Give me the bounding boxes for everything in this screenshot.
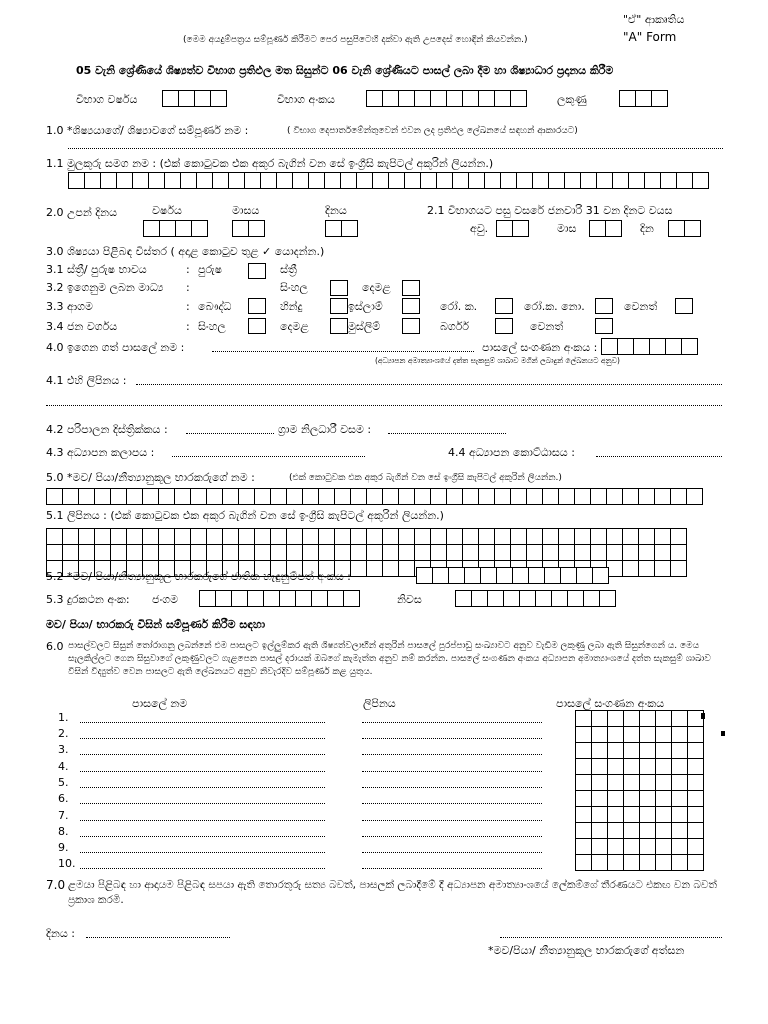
phone-mobile-boxes[interactable] <box>199 590 359 607</box>
choice-address-7[interactable] <box>362 820 542 821</box>
choice-address-2[interactable] <box>362 738 542 739</box>
choice-address-9[interactable] <box>362 852 542 853</box>
religion-rc-checkbox[interactable] <box>495 298 513 314</box>
zone-label: 4.3 අධ්‍යාපන කලාපය : <box>46 446 155 459</box>
form-code-si: "ඒ" ආකෘතිය <box>623 13 685 26</box>
choice-num-2: 2. <box>58 727 69 740</box>
full-name-label: 1.0 *ශිෂ්‍යයාගේ/ ශිෂ්‍යාවගේ සම්පූර්ණ නම : <box>46 124 249 137</box>
choice-address-3[interactable] <box>362 754 542 755</box>
dob-month-label: මාසය <box>232 204 260 217</box>
religion-hindu-label: හින්දු <box>280 300 303 313</box>
religion-nonrc-checkbox[interactable] <box>595 298 613 314</box>
medium-sinhala-label: සිංහල <box>280 281 308 294</box>
col-school-name: පාසලේ නම <box>132 697 188 710</box>
religion-other-label: වෙනත් <box>624 300 658 313</box>
religion-other-checkbox[interactable] <box>675 298 693 314</box>
choice-num-6: 6. <box>58 792 69 805</box>
gender-colon: : <box>186 263 190 276</box>
race-tamil-label: දෙමළ <box>280 320 309 333</box>
religion-label: 3.3 ආගම <box>46 300 93 313</box>
choice-num-1: 1. <box>58 711 69 724</box>
student-details-label: 3.0 ශිෂ්‍යයා පිළිබඳ විස්තර ( අදාළ කොටුව තුළ ✓ යොදන්න.) <box>46 245 325 258</box>
choice-address-4[interactable] <box>362 771 542 772</box>
religion-buddhist-checkbox[interactable] <box>248 298 266 314</box>
choice-school-3[interactable] <box>80 754 325 755</box>
race-burgher-label: බර්ගර් <box>440 320 470 333</box>
initials-name-label: 1.1 මුලකුරු සමග නම : (එක් කොටුවක එක අකුර බැගින් වන සේ ඉංග්‍රීසි කැපිටල් අකුරින් ලියන්න.) <box>46 157 494 170</box>
religion-islam-checkbox[interactable] <box>402 298 420 314</box>
bullet-mark <box>701 713 705 719</box>
date-label: දිනය : <box>46 927 75 940</box>
choice-num-4: 4. <box>58 760 69 773</box>
choice-school-4[interactable] <box>80 771 325 772</box>
religion-rc-label: රෝ. ක. <box>440 300 478 313</box>
district-label: 4.2 පරිපාලන දිස්ත්‍රික්කය : <box>46 423 168 436</box>
col-school-address: ලිපිනය <box>363 697 396 710</box>
religion-colon: : <box>186 300 190 313</box>
religion-hindu-checkbox[interactable] <box>330 298 348 314</box>
school-address-line-2[interactable] <box>46 405 722 406</box>
phone-home-label: නිවස <box>397 593 422 606</box>
race-other-checkbox[interactable] <box>595 318 613 334</box>
race-tamil-checkbox[interactable] <box>330 318 348 334</box>
school-name-line[interactable] <box>212 351 474 352</box>
race-muslim-label: මුස්ලිම් <box>348 320 381 333</box>
dob-year-boxes[interactable] <box>143 220 207 237</box>
form-instruction: (මෙම අයදුම්පත්‍රය සම්පූර්ණ කිරීමට පෙර පසුපිටෙහි දක්වා ඇති උපදෙස් හොඳින් කියවන්න.) <box>183 35 528 45</box>
race-burgher-checkbox[interactable] <box>495 318 513 334</box>
choice-num-8: 8. <box>58 825 69 838</box>
school-address-line-1[interactable] <box>136 384 722 385</box>
choice-school-1[interactable] <box>80 722 325 723</box>
school-name-label: 4.0 ඉගෙන ගත් පාසලේ නම : <box>46 341 185 354</box>
choice-school-5[interactable] <box>80 787 325 788</box>
parent-nic-boxes[interactable] <box>416 567 608 584</box>
dob-day-boxes[interactable] <box>325 220 357 237</box>
age-days-label: දින <box>640 222 654 235</box>
age-years-label: අවු. <box>470 222 489 235</box>
dob-month-boxes[interactable] <box>232 220 264 237</box>
religion-islam-label: ඉස්ලාම් <box>348 300 383 313</box>
exam-index-label: විභාග අංකය <box>277 93 335 106</box>
phone-home-boxes[interactable] <box>455 590 615 607</box>
choice-school-9[interactable] <box>80 852 325 853</box>
gender-label: 3.1 ස්ත්‍රී/ පුරුෂ භාවය <box>46 263 147 276</box>
signature-label: *මව/පියා/ නීත්‍යානුකූල භාරකරුගේ අත්සන <box>488 944 685 957</box>
phone-label: 5.3 දුරකථන අංක: <box>46 593 130 606</box>
full-name-line[interactable] <box>68 148 723 149</box>
parent-name-label: 5.0 *මව/ පියා/නීත්‍යානුකූල භාරකරුගේ නම : <box>46 471 255 484</box>
phone-mobile-label: ජංගම <box>152 593 179 606</box>
age-years-boxes[interactable] <box>496 220 528 237</box>
s6-instructions: පාසල්වලට සිසුන් තෝරාගනු ලබන්නේ එම පාසලට ඉල්ලුම්කර ඇති ශිෂ්‍යත්වලාභීන් අතුරින් පාසලේ පුරප්පාඩු සංඛ්‍යාවට අනුව වැඩිම ලකුණු ලබා ඇති සිසුන්ගෙන් ය. මෙය සැලකිල්ලට ගෙන සිසුවාගේ ලකුණුවලට ගැළපෙන පාසල් දරායක් ඔබගේ කැමැත්ත අනුව නම් කරන්න. පාසලේ සංගණන අංකය අධ්‍යාපන අමාත්‍යාංශයේ දත්ත සැකසුම් ශාඛාව විසින් විද්‍යුත්ව වෙන පාසලට ඇති ලේඛනයට අනුව නිවැරදිව සම්පූර්ණ කළ යුතුය. <box>68 641 711 677</box>
initials-name-boxes[interactable] <box>68 172 708 189</box>
school-address-label: 4.1 එහි ලිපිනය : <box>46 374 127 387</box>
medium-colon: : <box>186 281 190 294</box>
dob-day-label: දිනය <box>325 204 347 217</box>
choice-num-9: 9. <box>58 841 69 854</box>
gender-female-label: ස්ත්‍රී <box>280 263 297 276</box>
age-months-boxes[interactable] <box>589 220 621 237</box>
religion-buddhist-label: බෞද්ධ <box>198 300 232 313</box>
bullet-mark-outer <box>721 731 725 736</box>
s7-number: 7.0 <box>46 878 66 892</box>
choice-address-10[interactable] <box>362 868 542 869</box>
gender-male-label: පුරුෂ <box>198 263 223 276</box>
full-name-note: ( විභාග දෙපාර්තමේන්තුවෙන් එවන ලද ප්‍රතිඵල ලේඛනයේ සඳහන් ආකාරයට) <box>287 126 578 136</box>
marks-label: ලකුණු <box>557 93 587 106</box>
age-days-boxes[interactable] <box>668 220 700 237</box>
parent-name-boxes[interactable] <box>46 488 702 505</box>
school-census-label: පාසලේ සංගණන අංකය : <box>482 341 598 354</box>
age-months-label: මාස <box>557 222 577 235</box>
exam-index-boxes[interactable] <box>366 90 526 107</box>
gn-division-line[interactable] <box>388 433 506 434</box>
choice-school-8[interactable] <box>80 836 325 837</box>
choice-census-grid[interactable] <box>575 710 704 871</box>
date-line[interactable] <box>86 937 230 938</box>
zone-line[interactable] <box>172 456 365 457</box>
choice-address-6[interactable] <box>362 803 542 804</box>
choice-school-6[interactable] <box>80 803 325 804</box>
district-line[interactable] <box>186 433 274 434</box>
dob-label: 2.0 උපන් දිනය <box>46 206 117 219</box>
parent-address-label: 5.1 ලිපිනය : (එක් කොටුවක එක අකුර බැගින් වන සේ ඉංග්‍රීසි කැපිටල් අකුරින් ලියන්න.) <box>46 509 444 522</box>
choice-num-3: 3. <box>58 743 69 756</box>
choice-address-5[interactable] <box>362 787 542 788</box>
choice-school-2[interactable] <box>80 738 325 739</box>
division-line[interactable] <box>596 456 722 457</box>
parent-name-note: (එක් කොටුවක එක අකුර බැගින් වන සේ ඉංග්‍රීසි කැපිටල් අකුරින් ලියන්න.) <box>289 473 562 483</box>
form-code-en: "A" Form <box>623 30 677 44</box>
choice-school-7[interactable] <box>80 820 325 821</box>
choice-address-8[interactable] <box>362 836 542 837</box>
choice-school-10[interactable] <box>80 868 325 869</box>
exam-year-label: විභාග වර්ෂය <box>76 93 138 106</box>
race-sinhala-label: සිංහල <box>198 320 226 333</box>
division-label: 4.4 අධ්‍යාපන කොට්ඨාසය : <box>448 446 575 459</box>
gender-male-checkbox[interactable] <box>248 263 266 279</box>
choice-num-7: 7. <box>58 809 69 822</box>
dob-year-label: වර්ෂය <box>152 204 182 217</box>
marks-boxes[interactable] <box>619 90 667 107</box>
parent-section-heading: මව/ පියා/ භාරකරු විසින් සම්පූර්ණ කිරීම සඳහා <box>46 618 266 631</box>
exam-year-boxes[interactable] <box>162 90 226 107</box>
medium-tamil-label: දෙමළ <box>362 281 391 294</box>
race-other-label: වෙනත් <box>530 320 564 333</box>
religion-nonrc-label: රෝ.ක. නො. <box>524 300 585 313</box>
race-colon: : <box>186 320 190 333</box>
age-label: 2.1 විභාගයට පසු වසරේ ජනවාරි 31 වන දිනට වයස <box>427 204 673 217</box>
col-census-number: පාසලේ සංගණන අංකය <box>556 697 665 710</box>
race-muslim-checkbox[interactable] <box>402 318 420 334</box>
school-census-boxes[interactable] <box>601 338 697 355</box>
race-sinhala-checkbox[interactable] <box>248 318 266 334</box>
form-title: 05 වැනි ශ්‍රේණියේ ශිෂ්‍යත්ව විභාග ප්‍රතිඵල මත සිසුන්ට 06 වැනි ශ්‍රේණියට පාසල් ලබා දීම හා ශිෂ්‍යාධාර ප්‍රදානය කිරීම <box>76 64 614 77</box>
choice-address-1[interactable] <box>362 722 542 723</box>
school-census-note: (අධ්‍යාපන අමාත්‍යාංශයේ දත්ත සැකසුම් ශාඛාව මගින් ලබාදුන් ලේඛනයට අනුව) <box>375 356 620 365</box>
declaration-text: ළමයා පිළිබඳ හා ආදායම පිළිබඳ සපයා ඇති තොරතුරු සත්‍ය බවත්, පාසලක් ලබාදීමේ දී අධ්‍යාපන අමාත්‍යාංශයේ ලේකම්ගේ තීරණයට එකඟ වන බවත් ප්‍රකාශ කරමි. <box>68 879 717 906</box>
parent-nic-label: 5.2 *මව/ පියා/නීත්‍යානුකූල භාරකරුගේ ජාතික හැඳුනුම්පත් අංකය : <box>46 570 351 583</box>
gn-division-label: ග්‍රාම නිලධාරී වසම : <box>278 423 372 436</box>
medium-sinhala-checkbox[interactable] <box>330 280 348 296</box>
choice-num-5: 5. <box>58 776 69 789</box>
signature-line[interactable] <box>500 937 722 938</box>
medium-label: 3.2 ඉගෙනුම ලබන මාධ්‍ය <box>46 281 164 294</box>
race-label: 3.4 ජන වර්ගය <box>46 320 118 333</box>
choice-num-10: 10. <box>58 857 76 870</box>
medium-tamil-checkbox[interactable] <box>402 280 420 296</box>
s6-number: 6.0 <box>46 640 64 653</box>
